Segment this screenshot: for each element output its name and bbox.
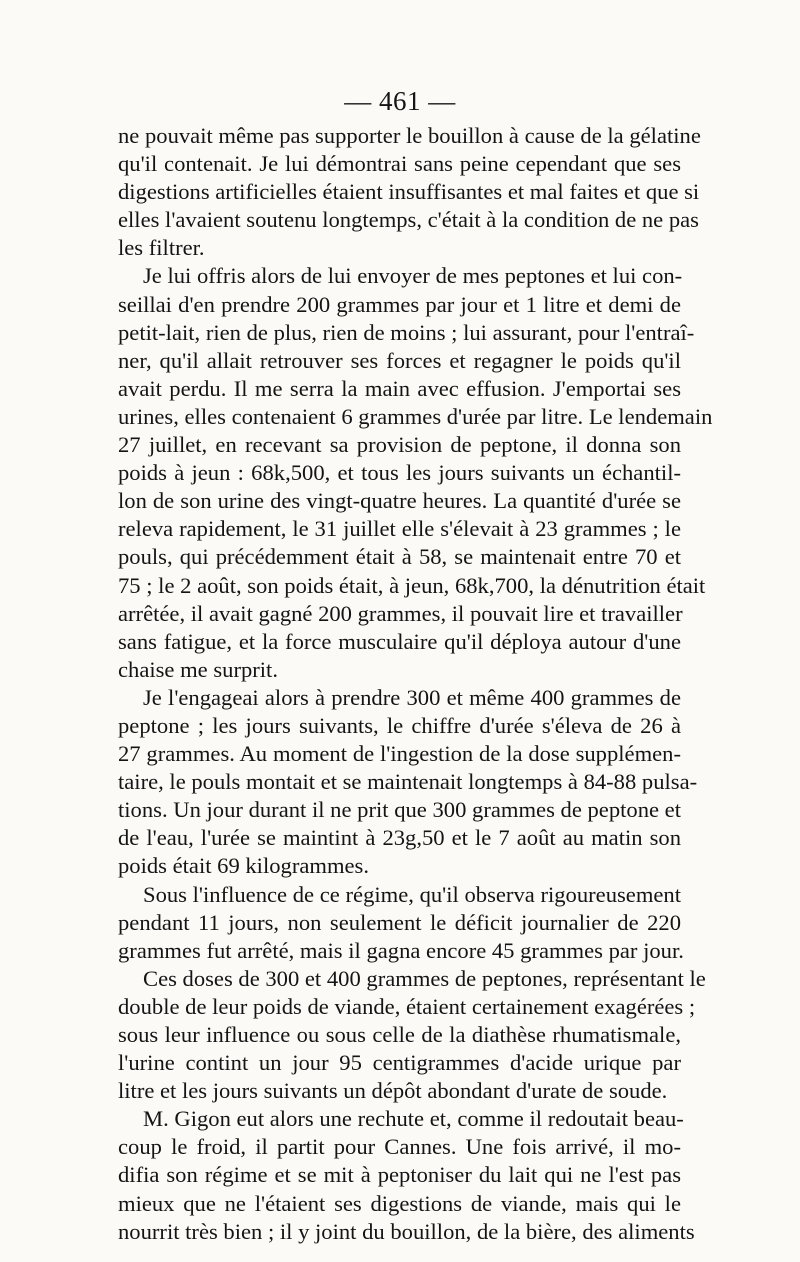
text-line: difia son régime et se mit à peptoniser du lait qui ne l'est pas [118,1162,681,1188]
text-line: chaise me surprit. [118,656,278,682]
text-line: elles l'avaient soutenu longtemps, c'était à la condition de ne pas [118,207,699,233]
text-line: pendant 11 jours, non seulement le déficit journalier de 220 [118,909,681,935]
text-line: pouls, qui précédemment était à 58, se maintenait entre 70 et [118,544,681,570]
text-line: litre et les jours suivants un dépôt abondant d'urate de soude. [118,1078,668,1104]
text-line: mieux que ne l'étaient ses digestions de viande, mais qui le [118,1190,681,1216]
text-line: sans fatigue, et la force musculaire qu'il déploya autour d'une [118,628,681,654]
text-line: Ces doses de 300 et 400 grammes de peptones, représentant le [143,965,706,991]
text-line: urines, elles contenaient 6 grammes d'urée par litre. Le lendemain [118,403,713,429]
text-line: Sous l'influence de ce régime, qu'il observa rigoureusement [143,881,681,907]
paragraph [118,965,706,1105]
text-line: qu'il contenait. Je lui démontrai sans peine cependant que ses [118,151,681,177]
text-line: coup le froid, il partit pour Cannes. Une fois arrivé, il mo- [118,1134,681,1160]
text-line: l'urine contint un jour 95 centigrammes d'acide urique par [118,1050,681,1076]
text-line: releva rapidement, le 31 juillet elle s'élevait à 23 grammes ; le [118,516,681,542]
text-line: ne pouvait même pas supporter le bouillon à cause de la gélatine [118,123,701,148]
text-line: sous leur influence ou sous celle de la diathèse rhumatismale, [118,1022,681,1047]
text-line: de l'eau, l'urée se maintint à 23g,50 et le 7 août au matin son [118,825,681,851]
body-text [118,122,713,1246]
text-line: taire, le pouls montait et se maintenait longtemps à 84-88 pulsa- [118,769,698,795]
text-line: Je lui offris alors de lui envoyer de mes peptones et lui con- [143,263,683,289]
text-line: avait perdu. Il me serra la main avec effusion. J'emportai ses [118,375,681,401]
text-line: Je l'engageai alors à prendre 300 et même 400 grammes de [143,684,681,710]
text-line: seillai d'en prendre 200 grammes par jour et 1 litre et demi de [118,291,681,317]
text-line: peptone ; les jours suivants, le chiffre d'urée s'éleva de 26 à [118,712,681,738]
text-line: 27 grammes. Au moment de l'ingestion de la dose supplémen- [118,741,681,767]
text-line: petit-lait, rien de plus, rien de moins ; lui assurant, pour l'entraî- [118,319,695,345]
paragraph [118,881,684,965]
text-line: nourrit très bien ; il y joint du bouillon, de la bière, des aliments [118,1218,695,1244]
text-line: tions. Un jour durant il ne prit que 300 grammes de peptone et [118,797,681,823]
text-line: 27 juillet, en recevant sa provision de peptone, il donna son [118,432,681,458]
text-line: 75 ; le 2 août, son poids était, à jeun, 68k,700, la dénutrition était [118,572,706,598]
paragraph [118,1105,695,1245]
paragraph [118,122,701,262]
page-number: — 461 — [344,86,456,116]
text-line: M. Gigon eut alors une rechute et, comme il redoutait beau- [143,1106,684,1132]
text-line: arrêtée, il avait gagné 200 grammes, il pouvait lire et travailler [118,600,683,626]
paragraph [118,684,698,881]
text-line: lon de son urine des vingt-quatre heures. La quantité d'urée se [118,488,681,514]
text-line: digestions artificielles étaient insuffisantes et mal faites et que si [118,179,700,205]
text-line: grammes fut arrêté, mais il gagna encore 45 grammes par jour. [118,937,684,963]
paragraph [118,262,713,683]
text-line: poids à jeun : 68k,500, et tous les jours suivants un échantil- [118,460,681,486]
text-line: ner, qu'il allait retrouver ses forces et regagner le poids qu'il [118,347,681,373]
text-line: double de leur poids de viande, étaient certainement exagérées ; [118,993,696,1019]
text-line: les filtrer. [118,235,205,261]
text-line: poids était 69 kilogrammes. [118,853,370,879]
